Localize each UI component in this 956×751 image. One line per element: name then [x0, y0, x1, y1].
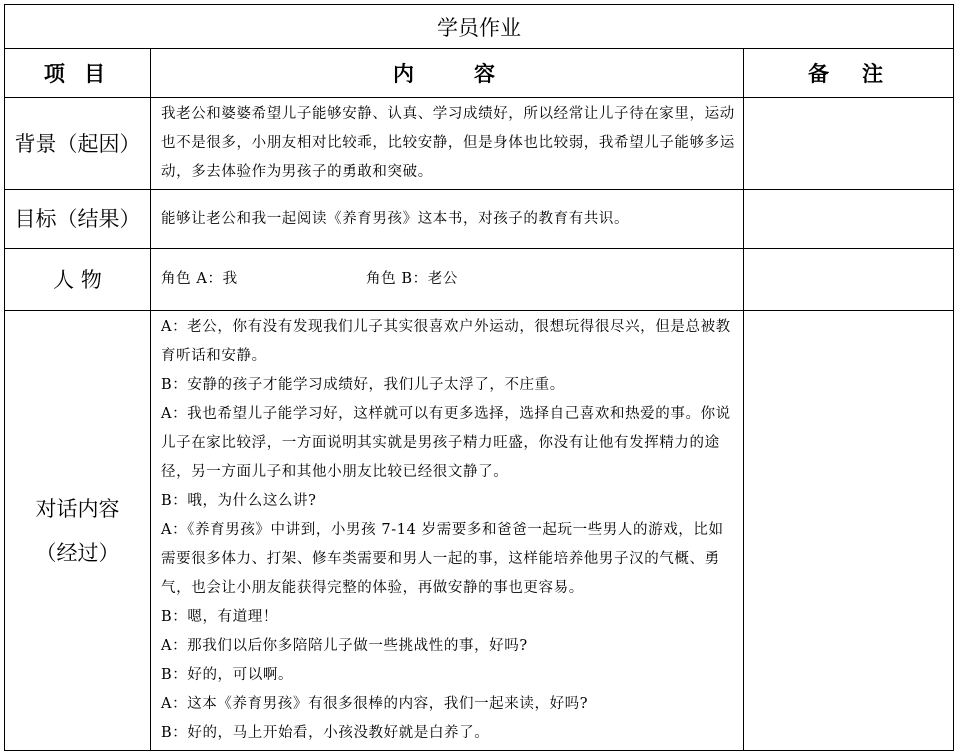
background-text: 我老公和婆婆希望儿子能够安静、认真、学习成绩好，所以经常让儿子待在家里，运动也不是很多，小朋友相对比较乖，比较安静，但是身体也比较弱，我希望儿子能够多运动，多去体验作为男孩子的勇敢和突破。	[151, 98, 744, 190]
dialogue-note	[744, 311, 954, 751]
dialogue-line: B：安静的孩子才能学习成绩好，我们儿子太浮了，不庄重。	[161, 377, 565, 393]
people-label: 人 物	[5, 249, 151, 311]
table-title: 学员作业	[5, 5, 954, 49]
dialogue-label-line1: 对话内容	[35, 496, 120, 521]
people-note	[744, 249, 954, 311]
goal-text: 能够让老公和我一起阅读《养育男孩》这本书，对孩子的教育有共识。	[151, 190, 744, 249]
dialogue-line: A：老公，你有没有发现我们儿子其实很喜欢户外运动，很想玩得很尽兴，但是总被教育听话和安静。	[161, 319, 731, 364]
dialogue-line: B：好的，可以啊。	[161, 667, 294, 683]
dialogue-line: A：《养育男孩》中讲到，小男孩 7-14 岁需要多和爸爸一起玩一些男人的游戏，比如需要很多体力、打架、修车类需要和男人一起的事，这样能培养他男子汉的气概、勇气，也会让小朋友能获得完整的体验，再做安静的事也更容易。	[161, 522, 724, 596]
homework-table	[4, 4, 954, 751]
row-background	[5, 98, 954, 190]
row-people	[5, 249, 954, 311]
dialogue-line: A：这本《养育男孩》有很多很棒的内容，我们一起来读，好吗?	[161, 696, 589, 712]
dialogue-line: B：嗯，有道理！	[161, 609, 278, 625]
header-content: 内 容	[151, 49, 744, 98]
role-a: 角色 A：我	[161, 271, 238, 287]
dialogue-line: A：我也希望儿子能学习好，这样就可以有更多选择，选择自己喜欢和热爱的事。你说儿子在家比较浮，一方面说明其实就是男孩子精力旺盛，你没有让他有发挥精力的途径，另一方面儿子和其他小朋友比较已经很文静了。	[161, 406, 731, 480]
people-roles	[151, 249, 744, 311]
dialogue-line: A：那我们以后你多陪陪儿子做一些挑战性的事，好吗?	[161, 638, 528, 654]
goal-label: 目标（结果）	[5, 190, 151, 249]
dialogue-label-line2: （经过）	[35, 540, 120, 565]
goal-note	[744, 190, 954, 249]
header-note: 备 注	[744, 49, 954, 98]
dialogue-line: B：哦，为什么这么讲?	[161, 493, 317, 509]
header-item: 项 目	[5, 49, 151, 98]
role-b: 角色 B：老公	[366, 271, 458, 287]
background-note	[744, 98, 954, 190]
dialogue-text	[151, 311, 744, 751]
row-dialogue	[5, 311, 954, 751]
row-goal	[5, 190, 954, 249]
dialogue-line: B：好的，马上开始看，小孩没教好就是白养了。	[161, 725, 490, 741]
dialogue-label	[5, 311, 151, 751]
background-label: 背景（起因）	[5, 98, 151, 190]
